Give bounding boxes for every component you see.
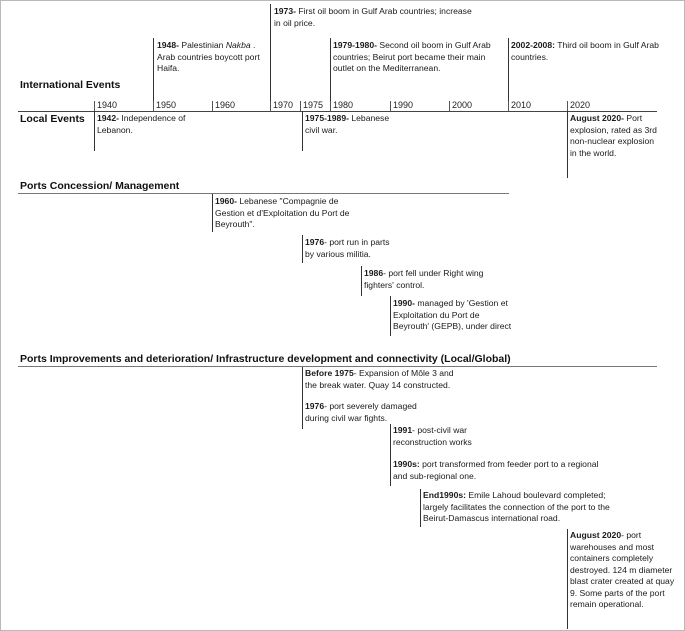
intl-event-1973: 1973- First oil boom in Gulf Arab countries; increase in oil price. [274, 6, 472, 28]
marker-1990 [390, 296, 391, 336]
tick-2000 [449, 101, 450, 111]
improvement-event-end-1990s: End1990s: Emile Lahoud boulevard completed; largely facilitates the connection of the port to the Beirut-Damascus international road. [423, 490, 610, 523]
marker-1942 [94, 111, 95, 151]
section-ports-concession: Ports Concession/ Management [20, 180, 180, 192]
local-event-2020: August 2020- Port explosion, rated as 3rd non-nuclear explosion in the world. [570, 113, 657, 158]
tick-1990 [390, 101, 391, 111]
tick-1970 [270, 101, 271, 111]
marker-august-2020 [567, 529, 568, 629]
improvement-event-1990s: 1990s: port transformed from feeder port to a regional and sub-regional one. [393, 459, 599, 481]
concession-event-1990: 1990- managed by 'Gestion et Exploitation du Port de Beyrouth' (GEPB), under direct [393, 298, 512, 331]
concession-event-1976: 1976- port run in parts by various militia. [305, 237, 390, 259]
intl-event-1979: 1979-1980- Second oil boom in Gulf Arab countries; Beirut port became their main outlet on the Mediterranean. [333, 40, 491, 73]
year-label-1990: 1990 [393, 100, 414, 110]
timeline-axis [18, 111, 657, 112]
tick-2010 [508, 101, 509, 111]
local-event-1975-1989: 1975-1989- Lebanese civil war. [305, 113, 390, 135]
year-label-1970: 1970 [273, 100, 294, 110]
year-label-1960: 1960 [215, 100, 236, 110]
marker-1991 [390, 424, 391, 486]
year-label-1980: 1980 [333, 100, 354, 110]
tick-1960 [212, 101, 213, 111]
marker-before-1975 [302, 367, 303, 429]
year-label-1975: 1975 [303, 100, 324, 110]
concession-separator [18, 193, 509, 194]
concession-event-1986: 1986- port fell under Right wing fighters' control. [364, 268, 484, 290]
tick-2020 [567, 101, 568, 111]
improvement-event-1976: 1976- port severely damaged during civil war fights. [305, 401, 417, 423]
marker-1976-concession [302, 235, 303, 263]
marker-2020 [567, 111, 568, 178]
year-label-2010: 2010 [511, 100, 532, 110]
marker-end-1990s [420, 489, 421, 527]
marker-1973 [270, 4, 271, 111]
tick-1975 [300, 101, 301, 111]
tick-1950 [153, 101, 154, 111]
section-local-events: Local Events [20, 113, 85, 125]
improvements-separator [18, 366, 657, 367]
marker-1986 [361, 266, 362, 296]
year-label-1940: 1940 [97, 100, 118, 110]
improvement-event-2020: August 2020- port warehouses and most containers completely destroyed. 124 m diameter blast crater created at quay 9. Some parts of the port remain operational. [570, 530, 675, 609]
improvement-event-before-1975: Before 1975- Expansion of Môle 3 and the break water. Quay 14 constructed. [305, 368, 454, 390]
improvement-event-1991: 1991- post-civil war reconstruction works [393, 425, 472, 447]
concession-event-1960: 1960- Lebanese "Compagnie de Gestion et d'Exploitation du Port de Beyrouth". [215, 196, 350, 229]
intl-event-1948: 1948- Palestinian Nakba . Arab countries boycott port Haifa. [157, 40, 260, 73]
marker-1975-1989 [302, 111, 303, 151]
year-label-1950: 1950 [156, 100, 177, 110]
section-international-events: International Events [20, 79, 121, 91]
intl-event-2002: 2002-2008: Third oil boom in Gulf Arab countries. [511, 40, 659, 62]
section-ports-improvements: Ports Improvements and deterioration/ Infrastructure development and connectivity (Local/Global) [20, 353, 511, 365]
year-label-2020: 2020 [570, 100, 591, 110]
local-event-1942: 1942- Independence of Lebanon. [97, 113, 186, 135]
tick-1940 [94, 101, 95, 111]
tick-1980 [330, 101, 331, 111]
year-label-2000: 2000 [452, 100, 473, 110]
marker-1960 [212, 194, 213, 232]
